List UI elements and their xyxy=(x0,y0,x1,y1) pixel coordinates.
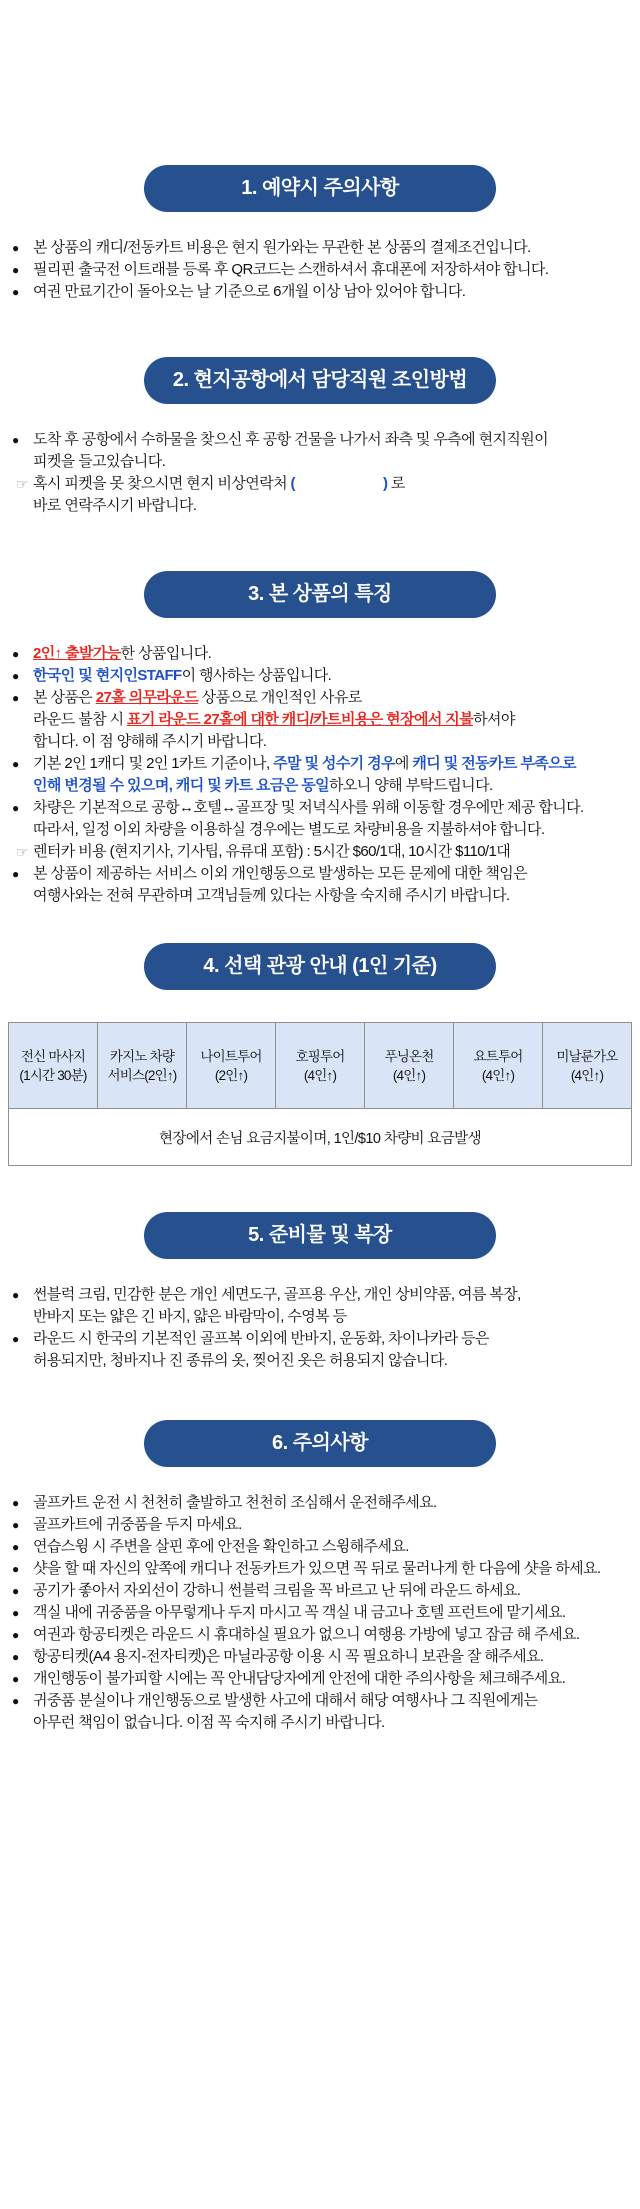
text-segment: 필리핀 출국전 이트래블 등록 후 QR코드는 스캔하셔서 휴대폰에 저장하셔야 합니다. xyxy=(33,261,549,278)
text-segment: 따라서, 일정 이외 차량을 이용하실 경우에는 별도로 차량비용을 지불하셔야 합니다. xyxy=(33,821,545,838)
continuation-line xyxy=(12,709,632,731)
bullet-icon: ● xyxy=(12,1606,19,1620)
text-segment: 여권 만료기간이 돌아오는 날 기준으로 6개월 이상 남아 있어야 합니다. xyxy=(33,283,466,300)
text-segment: 합니다. 이 점 양해해 주시기 바랍니다. xyxy=(33,733,267,750)
text-segment: 샷을 할 때 자신의 앞쪽에 캐디나 전동카트가 있으면 꼭 뒤로 물러나게 한 다음에 샷을 하세요. xyxy=(33,1560,601,1577)
section-cautions xyxy=(0,1420,640,1734)
pointing-finger-icon: ☞ xyxy=(16,844,28,860)
pointing-finger-icon: ☞ xyxy=(16,476,28,492)
bullet-line xyxy=(12,1536,632,1558)
section-heading: 3. 본 상품의 특징 xyxy=(144,571,496,618)
bullet-icon: ● xyxy=(12,757,19,771)
continuation-line xyxy=(12,1350,632,1372)
text-segment: 표기 라운드 27홀에 대한 캐디/카트비용은 현장에서 지불 xyxy=(127,711,474,728)
text-segment: 썬블럭 크림, 민감한 분은 개인 세면도구, 골프용 우산, 개인 상비약품, 여름 복장, xyxy=(33,1286,521,1303)
bullet-icon: ● xyxy=(12,867,19,881)
bullet-icon: ● xyxy=(12,1518,19,1532)
optional-tour-table xyxy=(8,1022,632,1166)
section-optional-tours xyxy=(0,943,640,1166)
bullet-line xyxy=(12,1668,632,1690)
bullet-line xyxy=(12,429,632,451)
bullet-line xyxy=(12,665,632,687)
bullet-icon: ● xyxy=(12,285,19,299)
section-heading: 6. 주의사항 xyxy=(144,1420,496,1467)
text-segment: 캐디 및 전동카트 부족으로 xyxy=(412,755,576,772)
bullet-icon: ● xyxy=(12,1540,19,1554)
tour-column-header: 요트투어 (4인↑) xyxy=(454,1023,543,1109)
optional-tour-table-wrap xyxy=(0,990,640,1166)
bullet-icon: ● xyxy=(12,669,19,683)
sub-note-line xyxy=(12,841,632,863)
text-segment: 본 상품이 제공하는 서비스 이외 개인행동으로 발생하는 모든 문제에 대한 책임은 xyxy=(33,865,528,882)
section-product-features xyxy=(0,571,640,907)
text-segment: 2인↑ 출발가능 xyxy=(33,645,121,662)
text-segment: 혹시 피켓을 못 찾으시면 현지 비상연락처 xyxy=(33,475,291,492)
continuation-line xyxy=(12,731,632,753)
tour-column-header: 카지노 차량 서비스(2인↑) xyxy=(98,1023,187,1109)
bullet-line xyxy=(12,1328,632,1350)
bullet-line xyxy=(12,1558,632,1580)
text-segment: 항공티켓(A4 용지-전자티켓)은 마닐라공항 이용 시 꼭 필요하니 보관을 잘 해주세요. xyxy=(33,1648,544,1665)
text-segment: ) xyxy=(382,475,388,492)
bullet-line xyxy=(12,1624,632,1646)
bullet-line xyxy=(12,643,632,665)
bullet-icon: ● xyxy=(12,1672,19,1686)
section-body xyxy=(0,618,640,907)
text-segment: 골프카트 운전 시 천천히 출발하고 천천히 조심해서 운전해주세요. xyxy=(33,1494,437,1511)
bullet-icon: ● xyxy=(12,801,19,815)
section-airport-join xyxy=(0,357,640,517)
text-segment: 로 xyxy=(387,475,405,492)
section-heading: 1. 예약시 주의사항 xyxy=(144,165,496,212)
text-segment: 이 행사하는 상품입니다. xyxy=(181,667,332,684)
text-segment: 여행사와는 전혀 무관하며 고객님들께 있다는 사항을 숙지해 주시기 바랍니다. xyxy=(33,887,510,904)
continuation-line xyxy=(12,819,632,841)
section-body xyxy=(0,404,640,517)
section-reservation-notes xyxy=(0,165,640,303)
bullet-line xyxy=(12,1646,632,1668)
bullet-icon: ● xyxy=(12,1650,19,1664)
bullet-icon: ● xyxy=(12,263,19,277)
text-segment: 주말 및 성수기 경우 xyxy=(273,755,395,772)
text-segment: 반바지 또는 얇은 긴 바지, 얇은 바람막이, 수영복 등 xyxy=(33,1308,347,1325)
text-segment: 본 상품은 xyxy=(33,689,96,706)
section-heading: 4. 선택 관광 안내 (1인 기준) xyxy=(144,943,496,990)
continuation-line xyxy=(12,1712,632,1734)
bullet-line xyxy=(12,687,632,709)
text-segment: 에 xyxy=(394,755,413,772)
bullet-line xyxy=(12,237,632,259)
text-segment: 인해 변경될 수 있으며, 캐디 및 카트 요금은 동일 xyxy=(33,777,330,794)
redacted-contact-blank xyxy=(295,487,383,488)
section-heading: 2. 현지공항에서 담당직원 조인방법 xyxy=(144,357,496,404)
continuation-line xyxy=(12,451,632,473)
text-segment: 허용되지만, 청바지나 진 종류의 옷, 찢어진 옷은 허용되지 않습니다. xyxy=(33,1352,448,1369)
text-segment: 피켓을 들고있습니다. xyxy=(33,453,166,470)
text-segment: 차량은 기본적으로 공항↔호텔↔골프장 및 저녁식사를 위해 이동할 경우에만 제공 합니다. xyxy=(33,799,584,816)
sub-note-line xyxy=(12,473,632,495)
bullet-line xyxy=(12,1514,632,1536)
bullet-icon: ● xyxy=(12,433,19,447)
text-segment: 귀중품 분실이나 개인행동으로 발생한 사고에 대해서 해당 여행사나 그 직원에게는 xyxy=(33,1692,538,1709)
bullet-line xyxy=(12,1284,632,1306)
text-segment: 라운드 시 한국의 기본적인 골프복 이외에 반바지, 운동화, 차이나카라 등은 xyxy=(33,1330,489,1347)
continuation-line xyxy=(12,885,632,907)
text-segment: 여권과 항공티켓은 라운드 시 휴대하실 필요가 없으니 여행용 가방에 넣고 잠금 해 주세요. xyxy=(33,1626,580,1643)
section-items-attire xyxy=(0,1212,640,1372)
text-segment: 한 상품입니다. xyxy=(120,645,212,662)
text-segment: 도착 후 공항에서 수하물을 찾으신 후 공항 건물을 나가서 좌측 및 우측에 현지직원이 xyxy=(33,431,549,448)
bullet-icon: ● xyxy=(12,1288,19,1302)
text-segment: 개인행동이 불가피할 시에는 꼭 안내담당자에게 안전에 대한 주의사항을 체크해주세요. xyxy=(33,1670,566,1687)
text-segment: 하오니 양해 부탁드립니다. xyxy=(329,777,493,794)
text-segment: 상품으로 개인적인 사유로 xyxy=(198,689,362,706)
text-segment: 하셔야 xyxy=(473,711,515,728)
section-body xyxy=(0,1259,640,1372)
text-segment: 렌터카 비용 (현지기사, 기사팁, 유류대 포함) : 5시간 $60/1대, 10시간 $110/1대 xyxy=(33,843,511,860)
tour-header-row xyxy=(9,1023,632,1109)
bullet-icon: ● xyxy=(12,691,19,705)
text-segment: 본 상품의 캐디/전동카트 비용은 현지 원가와는 무관한 본 상품의 결제조건입니다. xyxy=(33,239,531,256)
bullet-line xyxy=(12,1492,632,1514)
continuation-line xyxy=(12,775,632,797)
tour-note-row xyxy=(9,1109,632,1166)
section-heading: 5. 준비물 및 복장 xyxy=(144,1212,496,1259)
bullet-icon: ● xyxy=(12,647,19,661)
text-segment: 연습스윙 시 주변을 살핀 후에 안전을 확인하고 스윙해주세요. xyxy=(33,1538,409,1555)
tour-column-header: 전신 마사지 (1시간 30분) xyxy=(9,1023,98,1109)
bullet-line xyxy=(12,281,632,303)
bullet-line xyxy=(12,259,632,281)
tour-column-header: 호핑투어 (4인↑) xyxy=(276,1023,365,1109)
bullet-line xyxy=(12,1580,632,1602)
tour-column-header: 푸닝온천 (4인↑) xyxy=(365,1023,454,1109)
text-segment: 27홀 의무라운드 xyxy=(95,689,199,706)
bullet-line xyxy=(12,753,632,775)
text-segment: 라운드 불참 시 xyxy=(33,711,128,728)
section-body xyxy=(0,212,640,303)
continuation-line xyxy=(12,495,632,517)
section-body xyxy=(0,1467,640,1734)
text-segment: 바로 연락주시기 바랍니다. xyxy=(33,497,197,514)
text-segment: 기본 2인 1캐디 및 2인 1카트 기준이나, xyxy=(33,755,274,772)
tour-note: 현장에서 손님 요금지불이며, 1인/$10 차량비 요금발생 xyxy=(9,1109,632,1166)
tour-column-header: 나이트투어 (2인↑) xyxy=(187,1023,276,1109)
text-segment: ( xyxy=(290,475,295,492)
bullet-icon: ● xyxy=(12,1694,19,1708)
text-segment: 아무런 책임이 없습니다. 이점 꼭 숙지해 주시기 바랍니다. xyxy=(33,1714,385,1731)
text-segment: 공기가 좋아서 자외선이 강하니 썬블럭 크림을 꼭 바르고 난 뒤에 라운드 하세요. xyxy=(33,1582,521,1599)
bullet-icon: ● xyxy=(12,241,19,255)
tour-column-header: 미날룬가오 (4인↑) xyxy=(543,1023,632,1109)
bullet-icon: ● xyxy=(12,1496,19,1510)
bullet-icon: ● xyxy=(12,1332,19,1346)
bullet-line xyxy=(12,797,632,819)
continuation-line xyxy=(12,1306,632,1328)
bullet-line xyxy=(12,1690,632,1712)
bullet-line xyxy=(12,863,632,885)
text-segment: 한국인 및 현지인STAFF xyxy=(33,667,182,684)
text-segment: 객실 내에 귀중품을 아무렇게나 두지 마시고 꼭 객실 내 금고나 호텔 프런트에 맡기세요. xyxy=(33,1604,566,1621)
bullet-icon: ● xyxy=(12,1628,19,1642)
bullet-icon: ● xyxy=(12,1584,19,1598)
text-segment: 골프카트에 귀중품을 두지 마세요. xyxy=(33,1516,242,1533)
bullet-icon: ● xyxy=(12,1562,19,1576)
bullet-line xyxy=(12,1602,632,1624)
